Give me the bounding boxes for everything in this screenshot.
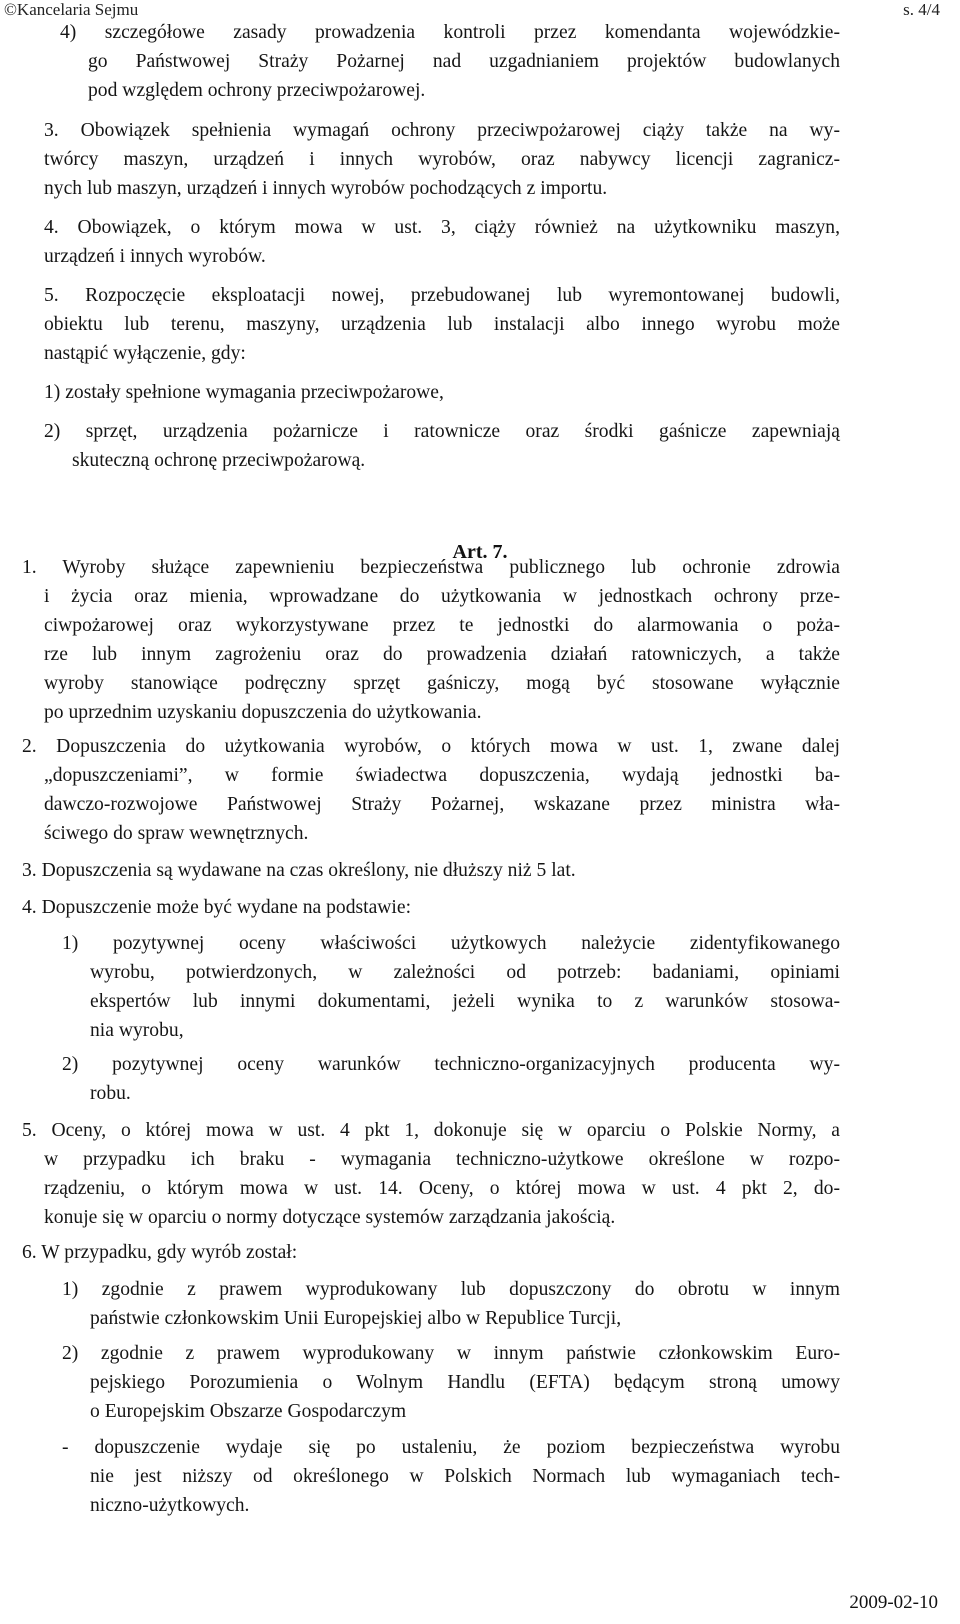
art6-ust4-paragraph — [44, 213, 840, 271]
text-line: państwie członkowskim Unii Europejskiej albo w Republice Turcji, — [90, 1308, 622, 1329]
text-line: - dopuszczenie wydaje się po ustaleniu, że poziom bezpieczeństwa wyrobu — [62, 1437, 840, 1458]
art6-ust5-point2 — [44, 417, 840, 475]
art7-ust4-point1 — [62, 929, 840, 1045]
page-header-page-number: s. 4/4 — [903, 0, 940, 19]
text-line: nastąpić wyłączenie, gdy: — [44, 343, 246, 364]
text-line: 4. Dopuszczenie może być wydane na podstawie: — [22, 897, 412, 918]
text-line: 1) zgodnie z prawem wyprodukowany lub dopuszczony do obrotu w innym — [62, 1279, 840, 1300]
text-line: pod względem ochrony przeciwpożarowej. — [88, 80, 426, 101]
text-line: i życia oraz mienia, wprowadzane do użytkowania w jednostkach ochrony prze- — [44, 586, 840, 607]
text-line: 1) zostały spełnione wymagania przeciwpożarowe, — [44, 382, 444, 403]
text-line: dawczo-rozwojowe Państwowej Straży Pożarnej, wskazane przez ministra wła- — [44, 794, 840, 815]
text-line: 4. Obowiązek, o którym mowa w ust. 3, ciąży również na użytkowniku maszyn, — [44, 217, 840, 238]
text-line: nych lub maszyn, urządzeń i innych wyrobów pochodzących z importu. — [44, 178, 608, 199]
text-line: 2) pozytywnej oceny warunków techniczno-organizacyjnych producenta wy- — [62, 1054, 840, 1075]
text-line: wyrobu, potwierdzonych, w zależności od potrzeb: badaniami, opiniami — [90, 962, 840, 983]
art6-ust5-paragraph — [44, 281, 840, 368]
text-line: ekspertów lub innymi dokumentami, jeżeli wynika to z warunków stosowa- — [90, 991, 840, 1012]
text-line: rządzeniu, o którym mowa w ust. 14. Oceny, o której mowa w ust. 4 pkt 2, do- — [44, 1178, 840, 1199]
text-line: 6. W przypadku, gdy wyrób został: — [22, 1242, 298, 1263]
art6-ust3-paragraph — [44, 116, 840, 203]
text-line: 3. Obowiązek spełnienia wymagań ochrony przeciwpożarowej ciąży także na wy- — [44, 120, 840, 141]
text-line: o Europejskim Obszarze Gospodarczym — [90, 1401, 407, 1422]
article-7-heading: Art. 7. — [452, 541, 508, 563]
text-line: niczno-użytkowych. — [90, 1495, 250, 1516]
text-line: 5. Oceny, o której mowa w ust. 4 pkt 1, dokonuje się w oparciu o Polskie Normy, a — [22, 1120, 840, 1141]
text-line: obiektu lub terenu, maszyny, urządzenia lub instalacji albo innego wyrobu może — [44, 314, 840, 335]
text-line: twórcy maszyn, urządzeń i innych wyrobów, oraz nabywcy licencji zagranicz- — [44, 149, 840, 170]
text-line: 2. Dopuszczenia do użytkowania wyrobów, o których mowa w ust. 1, zwane dalej — [22, 736, 840, 757]
text-line: 2) zgodnie z prawem wyprodukowany w innym państwie członkowskim Euro- — [62, 1343, 840, 1364]
text-line: 3. Dopuszczenia są wydawane na czas określony, nie dłuższy niż 5 lat. — [22, 860, 576, 881]
text-line: wyroby stanowiące podręczny sprzęt gaśniczy, mogą być stosowane wyłącznie — [44, 673, 840, 694]
document-date: 2009-02-10 — [849, 1592, 938, 1613]
text-line: „dopuszczeniami”, w formie świadectwa dopuszczenia, wydają jednostki ba- — [44, 765, 840, 786]
art7-ust2-paragraph — [22, 732, 840, 848]
text-line: w przypadku ich braku - wymagania techniczno-użytkowe określone w rozpo- — [44, 1149, 840, 1170]
text-line: robu. — [90, 1083, 131, 1104]
art7-ust5-paragraph — [22, 1116, 840, 1232]
art7-ust6-paragraph — [22, 1238, 840, 1267]
text-line: go Państwowej Straży Pożarnej nad uzgadnianiem projektów budowlanych — [88, 51, 840, 72]
text-line: ciwpożarowej oraz wykorzystywane przez te jednostki do alarmowania o poża- — [44, 615, 840, 636]
art7-ust4-paragraph — [22, 893, 840, 922]
text-line: ściwego do spraw wewnętrznych. — [44, 823, 309, 844]
text-line: skuteczną ochronę przeciwpożarową. — [72, 450, 366, 471]
text-line: urządzeń i innych wyrobów. — [44, 246, 266, 267]
text-line: 1) pozytywnej oceny właściwości użytkowych należycie zidentyfikowanego — [62, 933, 840, 954]
text-line: nie jest niższy od określonego w Polskich Normach lub wymaganiach tech- — [90, 1466, 840, 1487]
art7-ust4-point2 — [62, 1050, 840, 1108]
page-header-source: ©Kancelaria Sejmu — [4, 0, 139, 19]
text-line: 2) sprzęt, urządzenia pożarnicze i ratownicze oraz środki gaśnicze zapewniają — [44, 421, 840, 442]
art7-ust6-point2 — [62, 1339, 840, 1426]
art7-ust1-paragraph — [22, 553, 840, 727]
text-line: rze lub innym zagrożeniu oraz do prowadzenia działań ratowniczych, a także — [44, 644, 840, 665]
art6-pt4-paragraph — [60, 18, 840, 105]
text-line: pejskiego Porozumienia o Wolnym Handlu (EFTA) będącym stroną umowy — [90, 1372, 840, 1393]
text-line: 4) szczegółowe zasady prowadzenia kontroli przez komendanta wojewódzkie- — [60, 22, 840, 43]
art7-ust6-dash-clause — [62, 1433, 840, 1520]
art7-ust3-paragraph — [22, 856, 840, 885]
text-line: konuje się w oparciu o normy dotyczące systemów zarządzania jakością. — [44, 1207, 616, 1228]
text-line: nia wyrobu, — [90, 1020, 184, 1041]
text-line: po uprzednim uzyskaniu dopuszczenia do użytkowania. — [44, 702, 482, 723]
art7-ust6-point1 — [62, 1275, 840, 1333]
text-line: 1. Wyroby służące zapewnieniu bezpieczeństwa publicznego lub ochronie zdrowia — [22, 557, 840, 578]
art6-ust5-point1 — [44, 378, 840, 407]
text-line: 5. Rozpoczęcie eksploatacji nowej, przebudowanej lub wyremontowanej budowli, — [44, 285, 840, 306]
